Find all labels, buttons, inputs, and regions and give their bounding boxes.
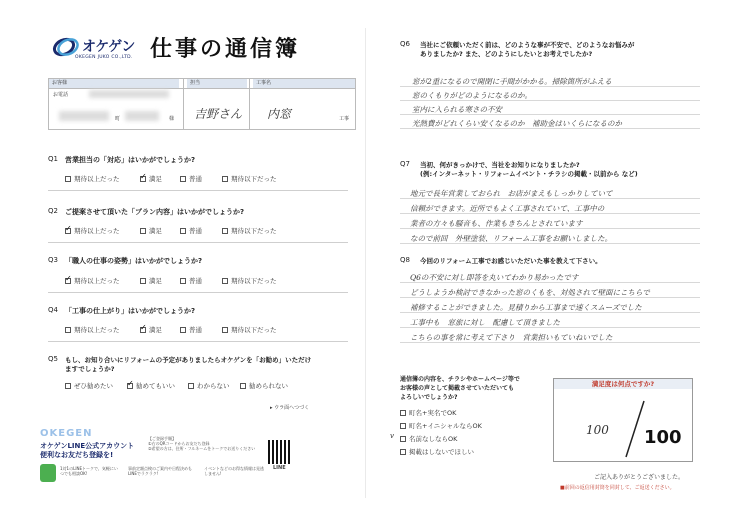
q3-option-4[interactable]	[222, 276, 277, 285]
company-sub: OKEGEN JUKO CO.,LTD.	[75, 55, 133, 60]
q2-option-1[interactable]	[65, 226, 120, 235]
q1-option-1[interactable]	[65, 174, 120, 183]
q2-option-2[interactable]	[140, 226, 162, 235]
sama-suffix: 様	[169, 116, 175, 122]
checkbox-checked[interactable]	[65, 278, 71, 284]
q8-answer-line2: どうしようか検討できなかった窓のくもを、対処されて壁面にこちらで	[410, 288, 650, 297]
q6-text-line1: 当社にご依頼いただく前は、どのような事が不安で、どのようなお悩みが	[420, 41, 635, 49]
q3-option-2[interactable]	[140, 276, 162, 285]
consent-option-4[interactable]	[400, 447, 474, 456]
satisfaction-score-box	[553, 378, 693, 462]
q5-number: Q5	[48, 355, 58, 363]
q4-text: 「工事の仕上がり」はいかがでしょうか?	[65, 307, 196, 315]
checkbox[interactable]	[180, 327, 186, 333]
q1-number: Q1	[48, 155, 58, 163]
q5-option-2[interactable]	[127, 381, 175, 390]
consent-text-line3: よろしいでしょうか?	[400, 394, 458, 401]
thanks-message: ご記入ありがとうございました。	[594, 474, 685, 481]
q6-answer-line1: 窓が2重になるので開閉に手間がかかる。掃除箇所がふえる	[412, 77, 612, 86]
q8-answer-line3: 補修することができました。見積りから工事まで速くスムーズでした	[410, 303, 642, 312]
q5-option-3[interactable]	[188, 381, 230, 390]
consent-text-line1: 通信簿の内容を、チラシやホームページ等で	[400, 376, 520, 383]
option-label: 満足	[149, 175, 162, 183]
checkbox[interactable]	[222, 327, 228, 333]
q7-answer-line3: 業者の方々も騒音も、作業もきちんとされています	[410, 219, 583, 228]
consent-option-3[interactable]	[400, 434, 457, 443]
q7-text-line2: (例:インターネット・リフォームイベント・チラシの掲載・以前から など)	[420, 170, 638, 178]
option-label: 満足	[149, 326, 162, 334]
q8-answer-line5: こちらの事を常に考えて下さり 営業担いもていねいでした	[410, 333, 613, 342]
q8-number: Q8	[400, 256, 410, 264]
q3-number: Q3	[48, 256, 58, 264]
line-badge-icon	[40, 464, 56, 482]
q2-number: Q2	[48, 207, 58, 215]
q2-text: ご提案させて頂いた「プラン内容」はいかがでしょうか?	[65, 208, 245, 216]
q4-option-4[interactable]	[222, 325, 277, 334]
ad-step-1: ①右のQRコードからお友だち登録	[148, 441, 210, 446]
checkbox[interactable]	[180, 176, 186, 182]
checkbox[interactable]	[65, 383, 71, 389]
checkbox[interactable]	[222, 228, 228, 234]
score-printed: 100	[644, 427, 682, 448]
checkbox[interactable]	[240, 383, 246, 389]
q7-answer-line1: 地元で長年営業しておられ お店がまえもしっかりしていて	[410, 189, 613, 198]
option-label: 普通	[189, 326, 202, 334]
redacted-name	[125, 111, 159, 121]
redacted-address	[59, 111, 109, 121]
checkbox[interactable]	[222, 176, 228, 182]
option-label: 普通	[189, 227, 202, 235]
option-label: 期待以上だった	[74, 227, 120, 235]
q6-answer-line2: 窓のくもりがどのようになるのか。	[412, 91, 532, 100]
ad-title-line1: オケゲンLINE公式アカウント	[40, 442, 135, 450]
checkbox[interactable]	[188, 383, 194, 389]
checkbox-checked[interactable]	[140, 176, 146, 182]
option-label: 期待以上だった	[74, 175, 120, 183]
separator	[48, 341, 348, 342]
q2-option-4[interactable]	[222, 226, 277, 235]
company-name: オケゲン	[82, 39, 135, 55]
checkbox[interactable]	[400, 410, 406, 416]
ad-step-2: ②希望の方は、住所・フルネームをトークでお送りください	[148, 446, 256, 451]
q3-option-1[interactable]	[65, 276, 120, 285]
q6-answer-line4: 光熱費がどれくらい安くなるのか 補助金はいくらになるのか	[412, 119, 622, 128]
customer-label: お客様	[49, 79, 179, 88]
line-tag: LINE	[273, 465, 286, 471]
q4-option-2[interactable]	[140, 325, 162, 334]
option-label: 普通	[189, 277, 202, 285]
checkbox[interactable]	[222, 278, 228, 284]
score-hand-value: 100	[586, 423, 609, 437]
ad-brand: OKEGEN	[40, 428, 93, 439]
option-label: 期待以下だった	[231, 277, 277, 285]
option-label: 普通	[189, 175, 202, 183]
separator	[48, 292, 348, 293]
option-label: 掲載はしないでほしい	[409, 448, 474, 456]
checkbox[interactable]	[65, 327, 71, 333]
q5-text-line1: もし、お知り合いにリフォームの予定がありましたらオケゲンを「お勧め」いただけ	[65, 356, 312, 364]
table-divider	[249, 79, 250, 129]
q8-answer-line1: Q6の不安に対し即答を丸いてわかり易かったです	[410, 273, 579, 282]
ad-title-line2: 便利なお友だち登録を!	[40, 451, 114, 459]
checkbox-checked[interactable]	[65, 228, 71, 234]
option-label: 町名+イニシャルならOK	[409, 422, 482, 430]
checkbox[interactable]	[180, 278, 186, 284]
page-title: 仕事の通信簿	[150, 37, 301, 62]
phone-label: お電話	[53, 92, 69, 98]
ad-feature-1: 1対1のLINEトークで、気軽にいつでも相談OK!	[60, 466, 118, 476]
option-label: 勧められない	[249, 382, 288, 390]
consent-option-1[interactable]	[400, 408, 456, 417]
q5-option-1[interactable]	[65, 381, 113, 390]
option-label: 満足	[149, 277, 162, 285]
q1-option-2[interactable]	[140, 174, 162, 183]
customer-info-table	[48, 78, 356, 130]
q6-number: Q6	[400, 40, 410, 48]
option-label: 満足	[149, 227, 162, 235]
q7-answer-line4: なので前回 外壁塗装、リフォーム工事をお願いしました。	[410, 234, 613, 243]
work-suffix: 工事	[339, 116, 350, 122]
separator	[48, 190, 348, 191]
option-label: ぜひ勧めたい	[74, 382, 113, 390]
score-header: 満足度は何点ですか?	[554, 379, 692, 389]
redacted-phone	[89, 90, 169, 98]
q4-number: Q4	[48, 306, 58, 314]
option-label: 期待以下だった	[231, 227, 277, 235]
consent-mark: v	[390, 432, 394, 440]
q5-option-4[interactable]	[240, 381, 288, 390]
checkbox-checked[interactable]	[127, 383, 133, 389]
work-label: 工事名	[253, 79, 355, 88]
return-note: ■前回の返信用封筒を同封して、ご返送ください。	[560, 485, 675, 491]
ad-title	[40, 442, 134, 460]
separator	[48, 242, 348, 243]
checkbox[interactable]	[180, 228, 186, 234]
page-fold	[365, 28, 366, 498]
q7-number: Q7	[400, 160, 410, 168]
ad-steps	[148, 436, 255, 451]
checkbox[interactable]	[140, 228, 146, 234]
option-label: 期待以上だった	[74, 326, 120, 334]
staff-name: 吉野さん	[194, 107, 243, 121]
checkbox-checked[interactable]	[140, 327, 146, 333]
checkbox[interactable]	[400, 449, 406, 455]
ad-step-title: 【ご登録手順】	[148, 436, 176, 441]
option-label: わからない	[197, 382, 230, 390]
q4-option-3[interactable]	[180, 325, 202, 334]
checkbox[interactable]	[400, 423, 406, 429]
q1-option-4[interactable]	[222, 174, 277, 183]
q3-text: 「職人の仕事の姿勢」はいかがでしょうか?	[65, 257, 203, 265]
qr-code-icon	[268, 440, 292, 464]
q7-answer-line2: 信頼ができます。近所でもよく工事されていて、工事中の	[410, 204, 605, 213]
table-divider	[49, 88, 355, 89]
q2-option-3[interactable]	[180, 226, 202, 235]
option-label: 期待以下だった	[231, 326, 277, 334]
option-label: 町名+実名でOK	[409, 409, 457, 417]
work-name: 内窓	[267, 107, 292, 121]
consent-text-line2: お客様の声として掲載させていただいても	[400, 385, 515, 392]
ad-feature-3: イベントなどのお得な情報は見逃しません!	[204, 466, 264, 476]
q5-text-line2: ますでしょうか?	[65, 365, 115, 373]
checkbox[interactable]	[140, 278, 146, 284]
next-page-label: ウラ面へつづく	[274, 405, 310, 411]
table-divider	[183, 79, 184, 129]
q6-text-line2: ありましたか? また、どのようにしたいとお考えでしたか?	[420, 50, 593, 58]
q8-answer-line4: 工事中も 窓旅に対し 配慮して頂きました	[410, 318, 560, 327]
ad-feature-2: 事前定額点検のご案内や日程決めもLINEでラクラク!	[128, 466, 192, 476]
q3-option-3[interactable]	[180, 276, 202, 285]
option-label: 勧めてもいい	[136, 382, 175, 390]
q7-text-line1: 当初、何がきっかけで、当社をお知りになりましたか?	[420, 161, 580, 169]
option-label: 期待以下だった	[231, 175, 277, 183]
q1-option-3[interactable]	[180, 174, 202, 183]
next-page-note: ▸ ウラ面へつづく	[270, 405, 310, 411]
staff-label: 担当	[187, 79, 247, 88]
checkbox[interactable]	[400, 436, 406, 442]
consent-option-2[interactable]	[400, 421, 482, 430]
q8-text: 今回のリフォーム工事でお感じいただいた事を教えて下さい。	[420, 257, 602, 265]
q6-answer-line3: 室内に入られる寒さの不安	[412, 105, 502, 114]
checkbox[interactable]	[65, 176, 71, 182]
q1-text: 営業担当の「対応」はいかがでしょうか?	[65, 156, 196, 164]
option-label: 期待以上だった	[74, 277, 120, 285]
q4-option-1[interactable]	[65, 325, 120, 334]
town-suffix: 町	[115, 116, 121, 122]
option-label: 名前なしならOK	[409, 435, 458, 443]
